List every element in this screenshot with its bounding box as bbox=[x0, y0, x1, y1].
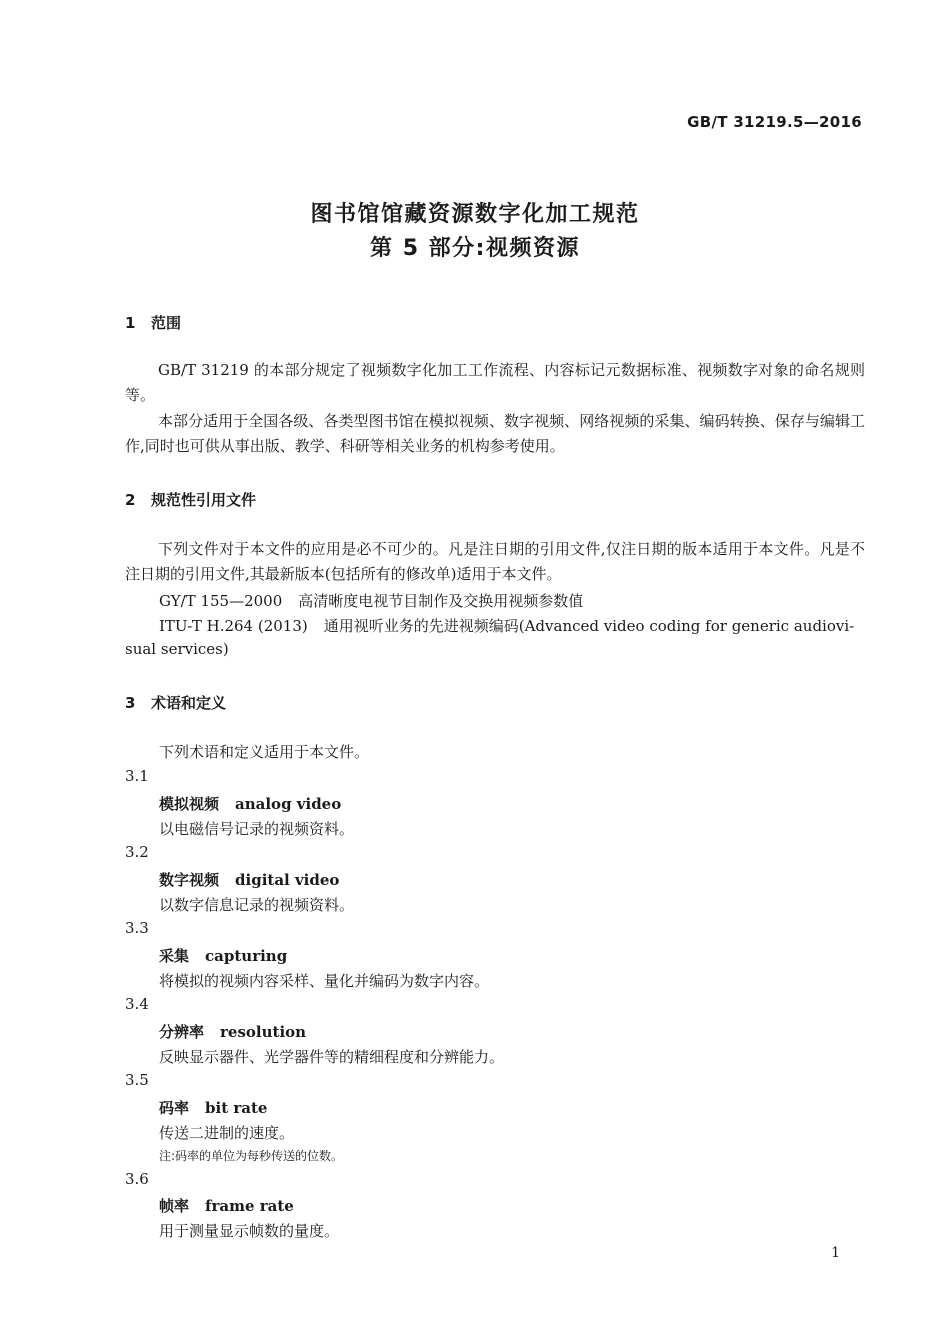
term-english: capturing bbox=[205, 947, 288, 965]
paragraph: 下列文件对于本文件的应用是必不可少的。凡是注日期的引用文件,仅注日期的版本适用于本文件。凡是不注日期的引用文件,其最新版本(包括所有的修改单)适用于本文件。 bbox=[125, 540, 865, 583]
reference-title: 通用视听业务的先进视频编码(Advanced video coding for generic audiovi- bbox=[323, 617, 855, 635]
term-entry bbox=[159, 869, 339, 890]
section-1-heading bbox=[125, 312, 181, 333]
paragraph: GB/T 31219 的本部分规定了视频数字化加工工作流程、内容标记元数据标准、视频数字对象的命名规则等。 bbox=[125, 361, 865, 404]
reference-code: GY/T 155—2000 bbox=[159, 592, 283, 610]
term-note: 注:码率的单位为每秒传送的位数。 bbox=[159, 1149, 344, 1163]
section-number: 1 bbox=[125, 314, 136, 332]
term-chinese: 码率 bbox=[159, 1099, 190, 1117]
term-chinese: 数字视频 bbox=[159, 871, 220, 889]
term-definition: 反映显示器件、光学器件等的精细程度和分辨能力。 bbox=[159, 1048, 505, 1066]
term-number: 3.6 bbox=[125, 1170, 149, 1188]
reference-title-continued: sual services) bbox=[125, 640, 229, 658]
document-title: 图书馆馆藏资源数字化加工规范 bbox=[310, 202, 640, 227]
section-title: 规范性引用文件 bbox=[151, 491, 257, 509]
reference-code: ITU-T H.264 (2013) bbox=[159, 617, 308, 635]
section-title: 范围 bbox=[151, 314, 182, 332]
term-english: resolution bbox=[220, 1023, 307, 1041]
document-subtitle: 第 5 部分:视频资源 bbox=[370, 236, 580, 261]
term-chinese: 分辨率 bbox=[159, 1023, 205, 1041]
term-number: 3.3 bbox=[125, 919, 149, 937]
term-definition: 将模拟的视频内容采样、量化并编码为数字内容。 bbox=[159, 972, 490, 990]
section-number: 2 bbox=[125, 491, 136, 509]
term-entry bbox=[159, 1195, 294, 1216]
term-number: 3.4 bbox=[125, 995, 149, 1013]
reference-title: 高清晰度电视节目制作及交换用视频参数值 bbox=[298, 592, 584, 610]
term-english: digital video bbox=[235, 871, 340, 889]
section-number: 3 bbox=[125, 694, 136, 712]
term-definition: 传送二进制的速度。 bbox=[159, 1124, 295, 1142]
term-definition: 以电磁信号记录的视频资料。 bbox=[159, 820, 355, 838]
term-chinese: 采集 bbox=[159, 947, 190, 965]
normative-reference bbox=[159, 615, 854, 636]
term-number: 3.1 bbox=[125, 767, 149, 785]
term-entry bbox=[159, 1097, 267, 1118]
term-entry bbox=[159, 945, 287, 966]
section-2-heading bbox=[125, 489, 256, 510]
term-definition: 用于测量显示帧数的量度。 bbox=[159, 1222, 340, 1240]
section-3-heading bbox=[125, 692, 226, 713]
term-chinese: 模拟视频 bbox=[159, 795, 220, 813]
term-english: bit rate bbox=[205, 1099, 268, 1117]
paragraph: 下列术语和定义适用于本文件。 bbox=[159, 743, 370, 761]
term-english: analog video bbox=[235, 795, 342, 813]
term-number: 3.2 bbox=[125, 843, 149, 861]
term-chinese: 帧率 bbox=[159, 1197, 190, 1215]
term-entry bbox=[159, 1021, 306, 1042]
section-title: 术语和定义 bbox=[151, 694, 227, 712]
paragraph: 本部分适用于全国各级、各类型图书馆在模拟视频、数字视频、网络视频的采集、编码转换、保存与编辑工作,同时也可供从事出版、教学、科研等相关业务的机构参考使用。 bbox=[125, 412, 865, 455]
term-number: 3.5 bbox=[125, 1071, 149, 1089]
term-definition: 以数字信息记录的视频资料。 bbox=[159, 896, 355, 914]
normative-reference bbox=[159, 590, 583, 611]
term-entry bbox=[159, 793, 341, 814]
standard-number: GB/T 31219.5—2016 bbox=[687, 113, 862, 131]
page-number: 1 bbox=[831, 1245, 840, 1261]
term-english: frame rate bbox=[205, 1197, 294, 1215]
